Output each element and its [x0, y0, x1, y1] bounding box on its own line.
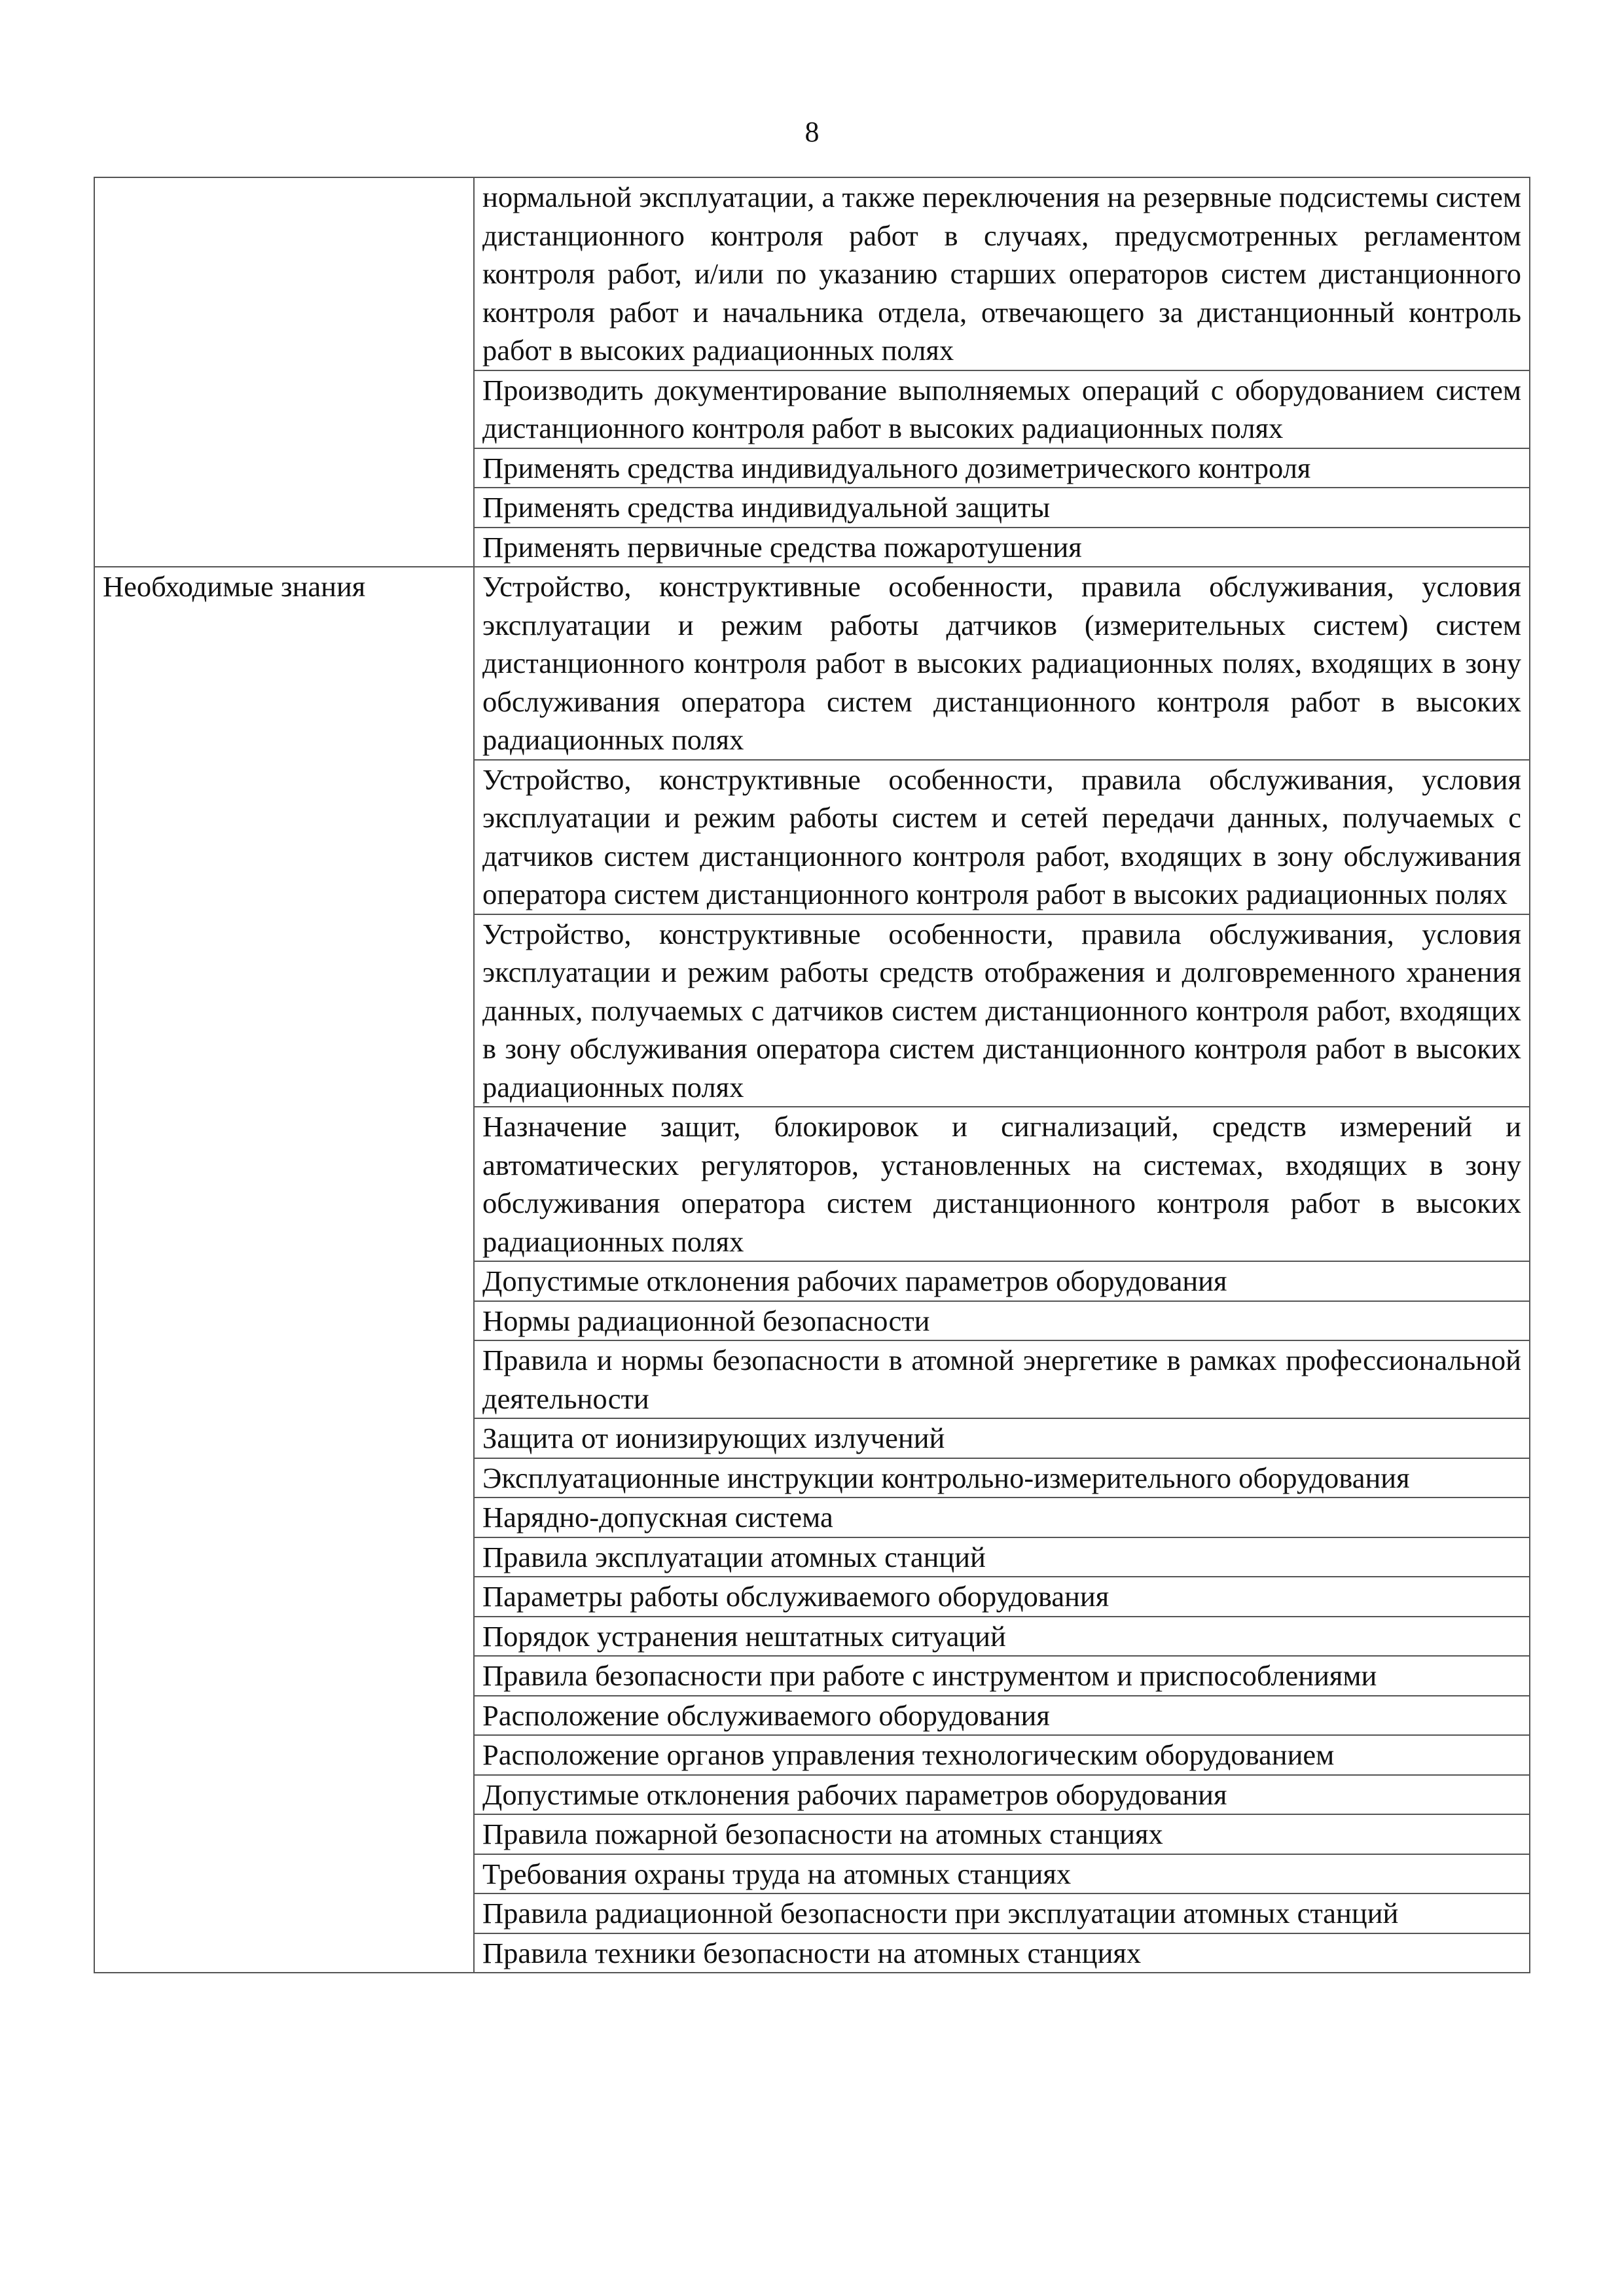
knowledge-item: Эксплуатационные инструкции контрольно-измерительного оборудования [474, 1458, 1530, 1498]
table-row [94, 177, 1530, 370]
knowledge-item: Нарядно-допускная система [474, 1498, 1530, 1537]
table-row [94, 567, 1530, 760]
ability-item: нормальной эксплуатации, а также переключения на резервные подсистемы систем дистанционного контроля работ в случаях, предусмотренных регламентом контроля работ, и/или по указанию старших операторов систем дистанционного контроля работ и начальника отдела, отвечающего за дистанционный контроль работ в высоких радиационных полях [474, 177, 1530, 370]
qualification-table [94, 177, 1530, 1973]
knowledge-item: Правила безопасности при работе с инструментом и приспособлениями [474, 1656, 1530, 1696]
knowledge-item: Правила пожарной безопасности на атомных станциях [474, 1814, 1530, 1854]
knowledge-item: Правила радиационной безопасности при эксплуатации атомных станций [474, 1893, 1530, 1933]
knowledge-label: Необходимые знания [94, 567, 474, 1973]
knowledge-item: Устройство, конструктивные особенности, правила обслуживания, условия эксплуатации и режим работы датчиков (измерительных систем) систем дистанционного контроля работ в высоких радиационных полях, входящих в зону обслуживания оператора систем дистанционного контроля работ в высоких радиационных полях [474, 567, 1530, 760]
knowledge-item: Допустимые отклонения рабочих параметров оборудования [474, 1775, 1530, 1815]
knowledge-item: Правила эксплуатации атомных станций [474, 1537, 1530, 1577]
ability-item: Применять первичные средства пожаротушения [474, 528, 1530, 567]
knowledge-item: Устройство, конструктивные особенности, правила обслуживания, условия эксплуатации и режим работы средств отображения и долговременного хранения данных, получаемых с датчиков систем дистанционного контроля работ, входящих в зону обслуживания оператора систем дистанционного контроля работ в высоких радиационных полях [474, 914, 1530, 1107]
knowledge-item: Требования охраны труда на атомных станциях [474, 1854, 1530, 1894]
abilities-label-cell [94, 177, 474, 567]
knowledge-item: Правила и нормы безопасности в атомной энергетике в рамках профессиональной деятельности [474, 1340, 1530, 1418]
knowledge-item: Устройство, конструктивные особенности, правила обслуживания, условия эксплуатации и режим работы систем и сетей передачи данных, получаемых с датчиков систем дистанционного контроля работ, входящих в зону обслуживания оператора систем дистанционного контроля работ в высоких радиационных полях [474, 760, 1530, 914]
knowledge-item: Назначение защит, блокировок и сигнализаций, средств измерений и автоматических регуляторов, установленных на системах, входящих в зону обслуживания оператора систем дистанционного контроля работ в высоких радиационных полях [474, 1107, 1530, 1261]
knowledge-item: Порядок устранения нештатных ситуаций [474, 1617, 1530, 1657]
ability-item: Применять средства индивидуальной защиты [474, 488, 1530, 528]
knowledge-item: Правила техники безопасности на атомных станциях [474, 1933, 1530, 1973]
knowledge-item: Расположение органов управления технологическим оборудованием [474, 1735, 1530, 1775]
ability-item: Применять средства индивидуального дозиметрического контроля [474, 448, 1530, 488]
knowledge-item: Нормы радиационной безопасности [474, 1301, 1530, 1341]
knowledge-item: Параметры работы обслуживаемого оборудования [474, 1577, 1530, 1617]
knowledge-item: Допустимые отклонения рабочих параметров оборудования [474, 1261, 1530, 1301]
ability-item: Производить документирование выполняемых операций с оборудованием систем дистанционного контроля работ в высоких радиационных полях [474, 370, 1530, 448]
knowledge-item: Расположение обслуживаемого оборудования [474, 1696, 1530, 1736]
knowledge-item: Защита от ионизирующих излучений [474, 1418, 1530, 1458]
page-number: 8 [804, 116, 820, 148]
